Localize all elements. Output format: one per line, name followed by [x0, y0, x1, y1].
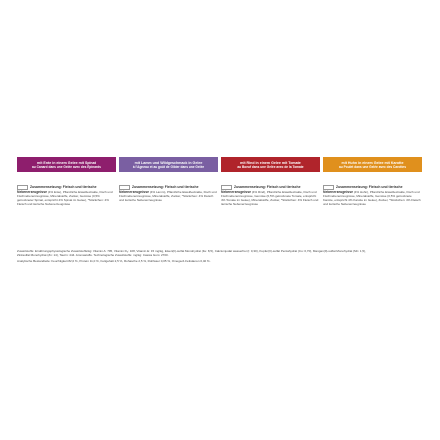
composition-heading: Zusammensetzung: Fleisch und tierische Nebenerzeugnisse: [17, 185, 97, 194]
composition-text: [221, 185, 320, 237]
composition-heading: Zusammensetzung: Fleisch und tierische Nebenerzeugnisse: [221, 185, 301, 194]
product-column-lamb: [119, 157, 218, 237]
product-band-lamb: [119, 157, 218, 172]
product-title-de: mit Huhn in einem Gelee mit Karotte: [341, 160, 404, 165]
product-title-fr: à l'Agneau et au goût de Gibier dans une Gelée: [132, 164, 205, 169]
product-column-duck: [17, 157, 116, 237]
product-band-chicken: [323, 157, 422, 172]
product-title-fr: au Boeuf dans une Gelée avec de la Tomate: [237, 164, 304, 169]
product-title-fr: au Canard dans une Gelée avec des Épinards: [32, 164, 101, 169]
composition-heading: Zusammensetzung: Fleisch und tierische Nebenerzeugnisse: [323, 185, 403, 194]
product-title-fr: au Poulet dans une Gelée avec des Carottes: [339, 164, 406, 169]
additives-text-continued: Zinksulfat Monohydrat (Zn: 14), Taurin: 444. Aromastoffe. Technologische Zusatzstoffe: mg/kg: Cassia Gum: 2700.: [17, 253, 169, 258]
product-band-duck: [17, 157, 116, 172]
product-title-de: mit Lamm und Wildgeschmack in Gelee: [134, 160, 203, 165]
additives-text: Zusatzstoffe: Ernährungsphysiologische Zusatzstoffe/kg: Vitamin A: 795, Vitamin D₃: 108, Vitamin E: 15 mg/kg, Eisen(II)-sulfat Monohydrat (Fe: 8,5), Calciumjodat wasserfrei (I: 0,30), Kupfer(II)-sulfat Pentahydrat (Cu: 0,70), Mangan(II)-sulfat Monohydrat (Mn: 1,5),: [17, 249, 366, 253]
composition-body: (4% Lamm), Pflanzliche Eiweißextrakte, Fisch und Fischnebenerzeugnisse, Mineralstoffe, Zucker, *Stückchen: 4% Fleisch und tierische Nebenerzeugnisse: [119, 190, 217, 203]
composition-body: (4% Rind), Pflanzliche Eiweißextrakte, Fisch und Fischnebenerzeugnisse, Gemüse (0,5% getrocknete Tomate, entspricht 4% Tomate im Gelee), Mineralstoffe, Zucker, *Stückchen: 4% Fleisch und tierische Nebenerzeugnisse: [221, 190, 319, 207]
product-columns: [17, 157, 422, 237]
product-column-chicken: [323, 157, 422, 237]
product-band-beef: [221, 157, 320, 172]
composition-text: [119, 185, 218, 237]
product-title-de: mit Ente in einem Gelee mit Spinat: [37, 160, 96, 165]
composition-text: [323, 185, 422, 237]
product-title-de: mit Rind in einem Gelee mit Tomate: [240, 160, 301, 165]
analysis-text: Analytische Bestandteile: Feuchtigkeit 82,0 %, Protein 11,0 %, Fettgehalt 2,5 %, Rohasche 2,5 %, Rohfaser 0,05 %, Omega-6-Fettsäuren 0,40 %.: [17, 259, 211, 264]
composition-heading: Zusammensetzung: Fleisch und tierische Nebenerzeugnisse: [119, 185, 199, 194]
label-footer: [17, 249, 421, 264]
composition-body: (4% Ente), Pflanzliche Eiweißextrakte, Fisch und Fischnebenerzeugnisse, Mineralstoffe, Zucker, Gemüse (0,5% getrockneter Spinat, entspricht 4% Spinat im Gelee), *Stückchen: 4% Fleisch und tierische Nebenerzeugnisse: [17, 190, 113, 207]
composition-body: (4% Huhn), Pflanzliche Eiweißextrakte, Fisch und Fischnebenerzeugnisse, Mineralstoffe, Gemüse (0,5% getrocknete Karotte, entspricht 4% Karotte im Gelee), Zucker, *Stückchen: 4% Fleisch und tierische Nebenerzeugnisse: [323, 190, 421, 207]
composition-text: [17, 185, 116, 237]
product-column-beef: [221, 157, 320, 237]
